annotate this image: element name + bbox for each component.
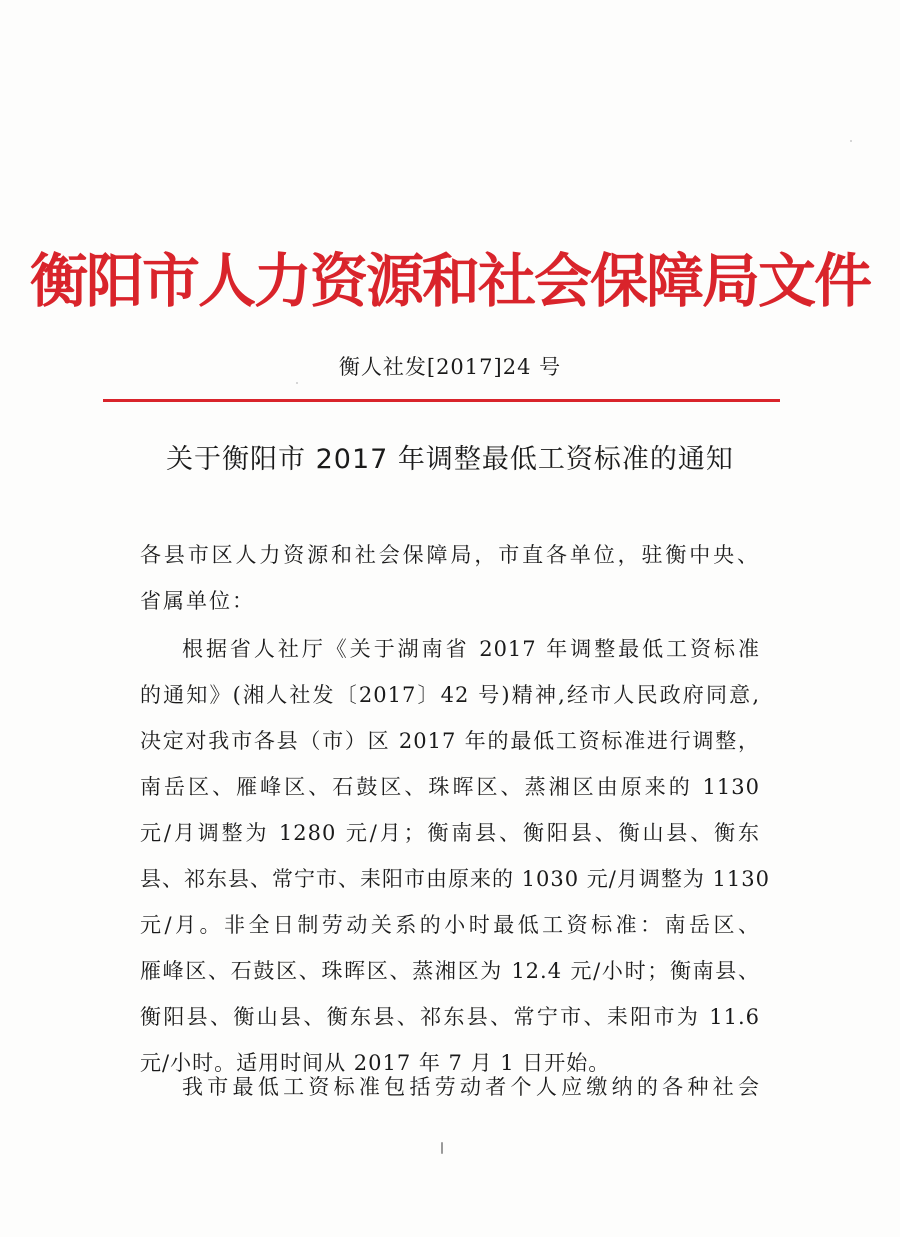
salutation: [140, 532, 760, 624]
paragraph-line: 的通知》(湘人社发〔2017〕42 号)精神,经市人民政府同意,: [140, 683, 760, 707]
paragraph-line: 元/小时。适用时间从 2017 年 7 月 1 日开始。: [140, 1051, 611, 1075]
paragraph-line: 南岳区、雁峰区、石鼓区、珠晖区、蒸湘区由原来的 1130: [140, 775, 760, 799]
body-paragraph: [140, 626, 770, 1086]
paragraph-line: 我市最低工资标准包括劳动者个人应缴纳的各种社会: [182, 1075, 760, 1099]
scan-speck: [296, 382, 298, 384]
letterhead-title: 衡阳市人力资源和社会保障局文件: [29, 247, 870, 315]
document-number: 衡人社发[2017]24 号: [338, 355, 562, 379]
paragraph-line: 元/月。非全日制劳动关系的小时最低工资标准：南岳区、: [140, 913, 760, 937]
scan-speck: [850, 140, 852, 142]
letterhead-divider: [103, 399, 780, 402]
body-paragraph: [140, 1064, 760, 1110]
paragraph-line: 县、祁东县、常宁市、耒阳市由原来的 1030 元/月调整为 1130: [140, 867, 770, 891]
scan-speck: [441, 1142, 443, 1154]
salutation-line: 各县市区人力资源和社会保障局，市直各单位，驻衡中央、: [140, 543, 760, 567]
paragraph-line: 决定对我市各县（市）区 2017 年的最低工资标准进行调整，: [140, 729, 760, 753]
paragraph-line: 元/月调整为 1280 元/月；衡南县、衡阳县、衡山县、衡东: [140, 821, 760, 845]
salutation-line: 省属单位：: [140, 589, 255, 613]
document-title: 关于衡阳市 2017 年调整最低工资标准的通知: [166, 444, 734, 475]
paragraph-line: 雁峰区、石鼓区、珠晖区、蒸湘区为 12.4 元/小时；衡南县、: [140, 959, 760, 983]
paragraph-line: 衡阳县、衡山县、衡东县、祁东县、常宁市、耒阳市为 11.6: [140, 1005, 760, 1029]
paragraph-line: 根据省人社厅《关于湖南省 2017 年调整最低工资标准: [182, 637, 760, 661]
